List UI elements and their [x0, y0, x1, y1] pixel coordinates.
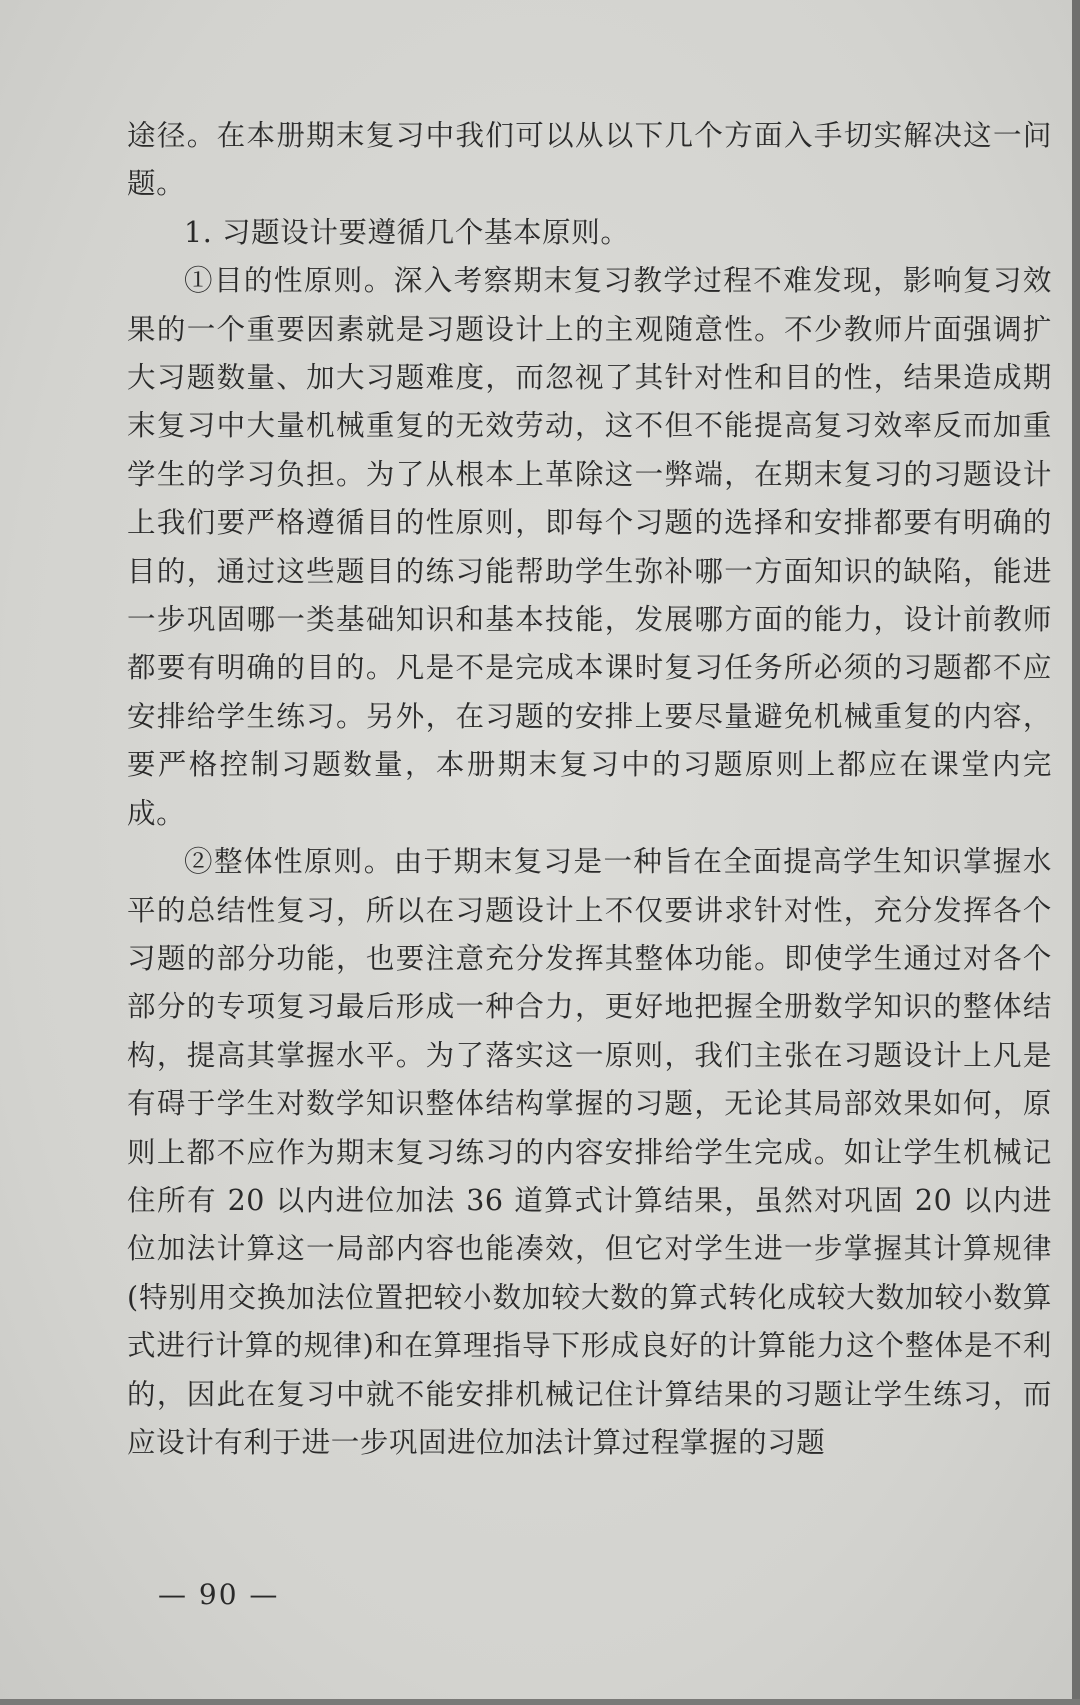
page-number: — 90 —: [158, 1578, 280, 1611]
paragraph-integrity-principle: ②整体性原则。由于期末复习是一种旨在全面提高学生知识掌握水平的总结性复习，所以在习题设计上不仅要讲求针对性，充分发挥各个习题的部分功能，也要注意充分发挥其整体功能。即使学生通过对各个部分的专项复习最后形成一种合力，更好地把握全册数学知识的整体结构，提高其掌握水平。为了落实这一原则，我们主张在习题设计上凡是有碍于学生对数学知识整体结构掌握的习题，无论其局部效果如何，原则上都不应作为期末复习练习的内容安排给学生完成。如让学生机械记住所有 20 以内进位加法 36 道算式计算结果，虽然对巩固 20 以内进位加法计算这一局部内容也能凑效，但它对学生进一步掌握其计算规律(特别用交换加法位置把较小数加较大数的算式转化成较大数加较小数算式进行计算的规律)和在算理指导下形成良好的计算能力这个整体是不利的，因此在复习中就不能安排机械记住计算结果的习题让学生练习，而应设计有利于进一步巩固进位加法计算过程掌握的习题: [127, 845, 1052, 1459]
paragraph-intro: 途径。在本册期末复习中我们可以从以下几个方面入手切实解决这一问题。: [127, 119, 1052, 201]
body-text: [127, 112, 1052, 1467]
page-bottom-edge: [0, 1699, 1080, 1705]
paragraph-heading-1: 1. 习题设计要遵循几个基本原则。: [184, 215, 630, 249]
page-edge-shadow: [1072, 0, 1080, 1705]
paragraph-purpose-principle: ①目的性原则。深入考察期末复习教学过程不难发现，影响复习效果的一个重要因素就是习题设计上的主观随意性。不少教师片面强调扩大习题数量、加大习题难度，而忽视了其针对性和目的性，结果造成期末复习中大量机械重复的无效劳动，这不但不能提高复习效率反而加重学生的学习负担。为了从根本上革除这一弊端，在期末复习的习题设计上我们要严格遵循目的性原则，即每个习题的选择和安排都要有明确的目的，通过这些题目的练习能帮助学生弥补哪一方面知识的缺陷，能进一步巩固哪一类基础知识和基本技能，发展哪方面的能力，设计前教师都要有明确的目的。凡是不是完成本课时复习任务所必须的习题都不应安排给学生练习。另外，在习题的安排上要尽量避免机械重复的内容，要严格控制习题数量，本册期末复习中的习题原则上都应在课堂内完成。: [127, 264, 1052, 830]
